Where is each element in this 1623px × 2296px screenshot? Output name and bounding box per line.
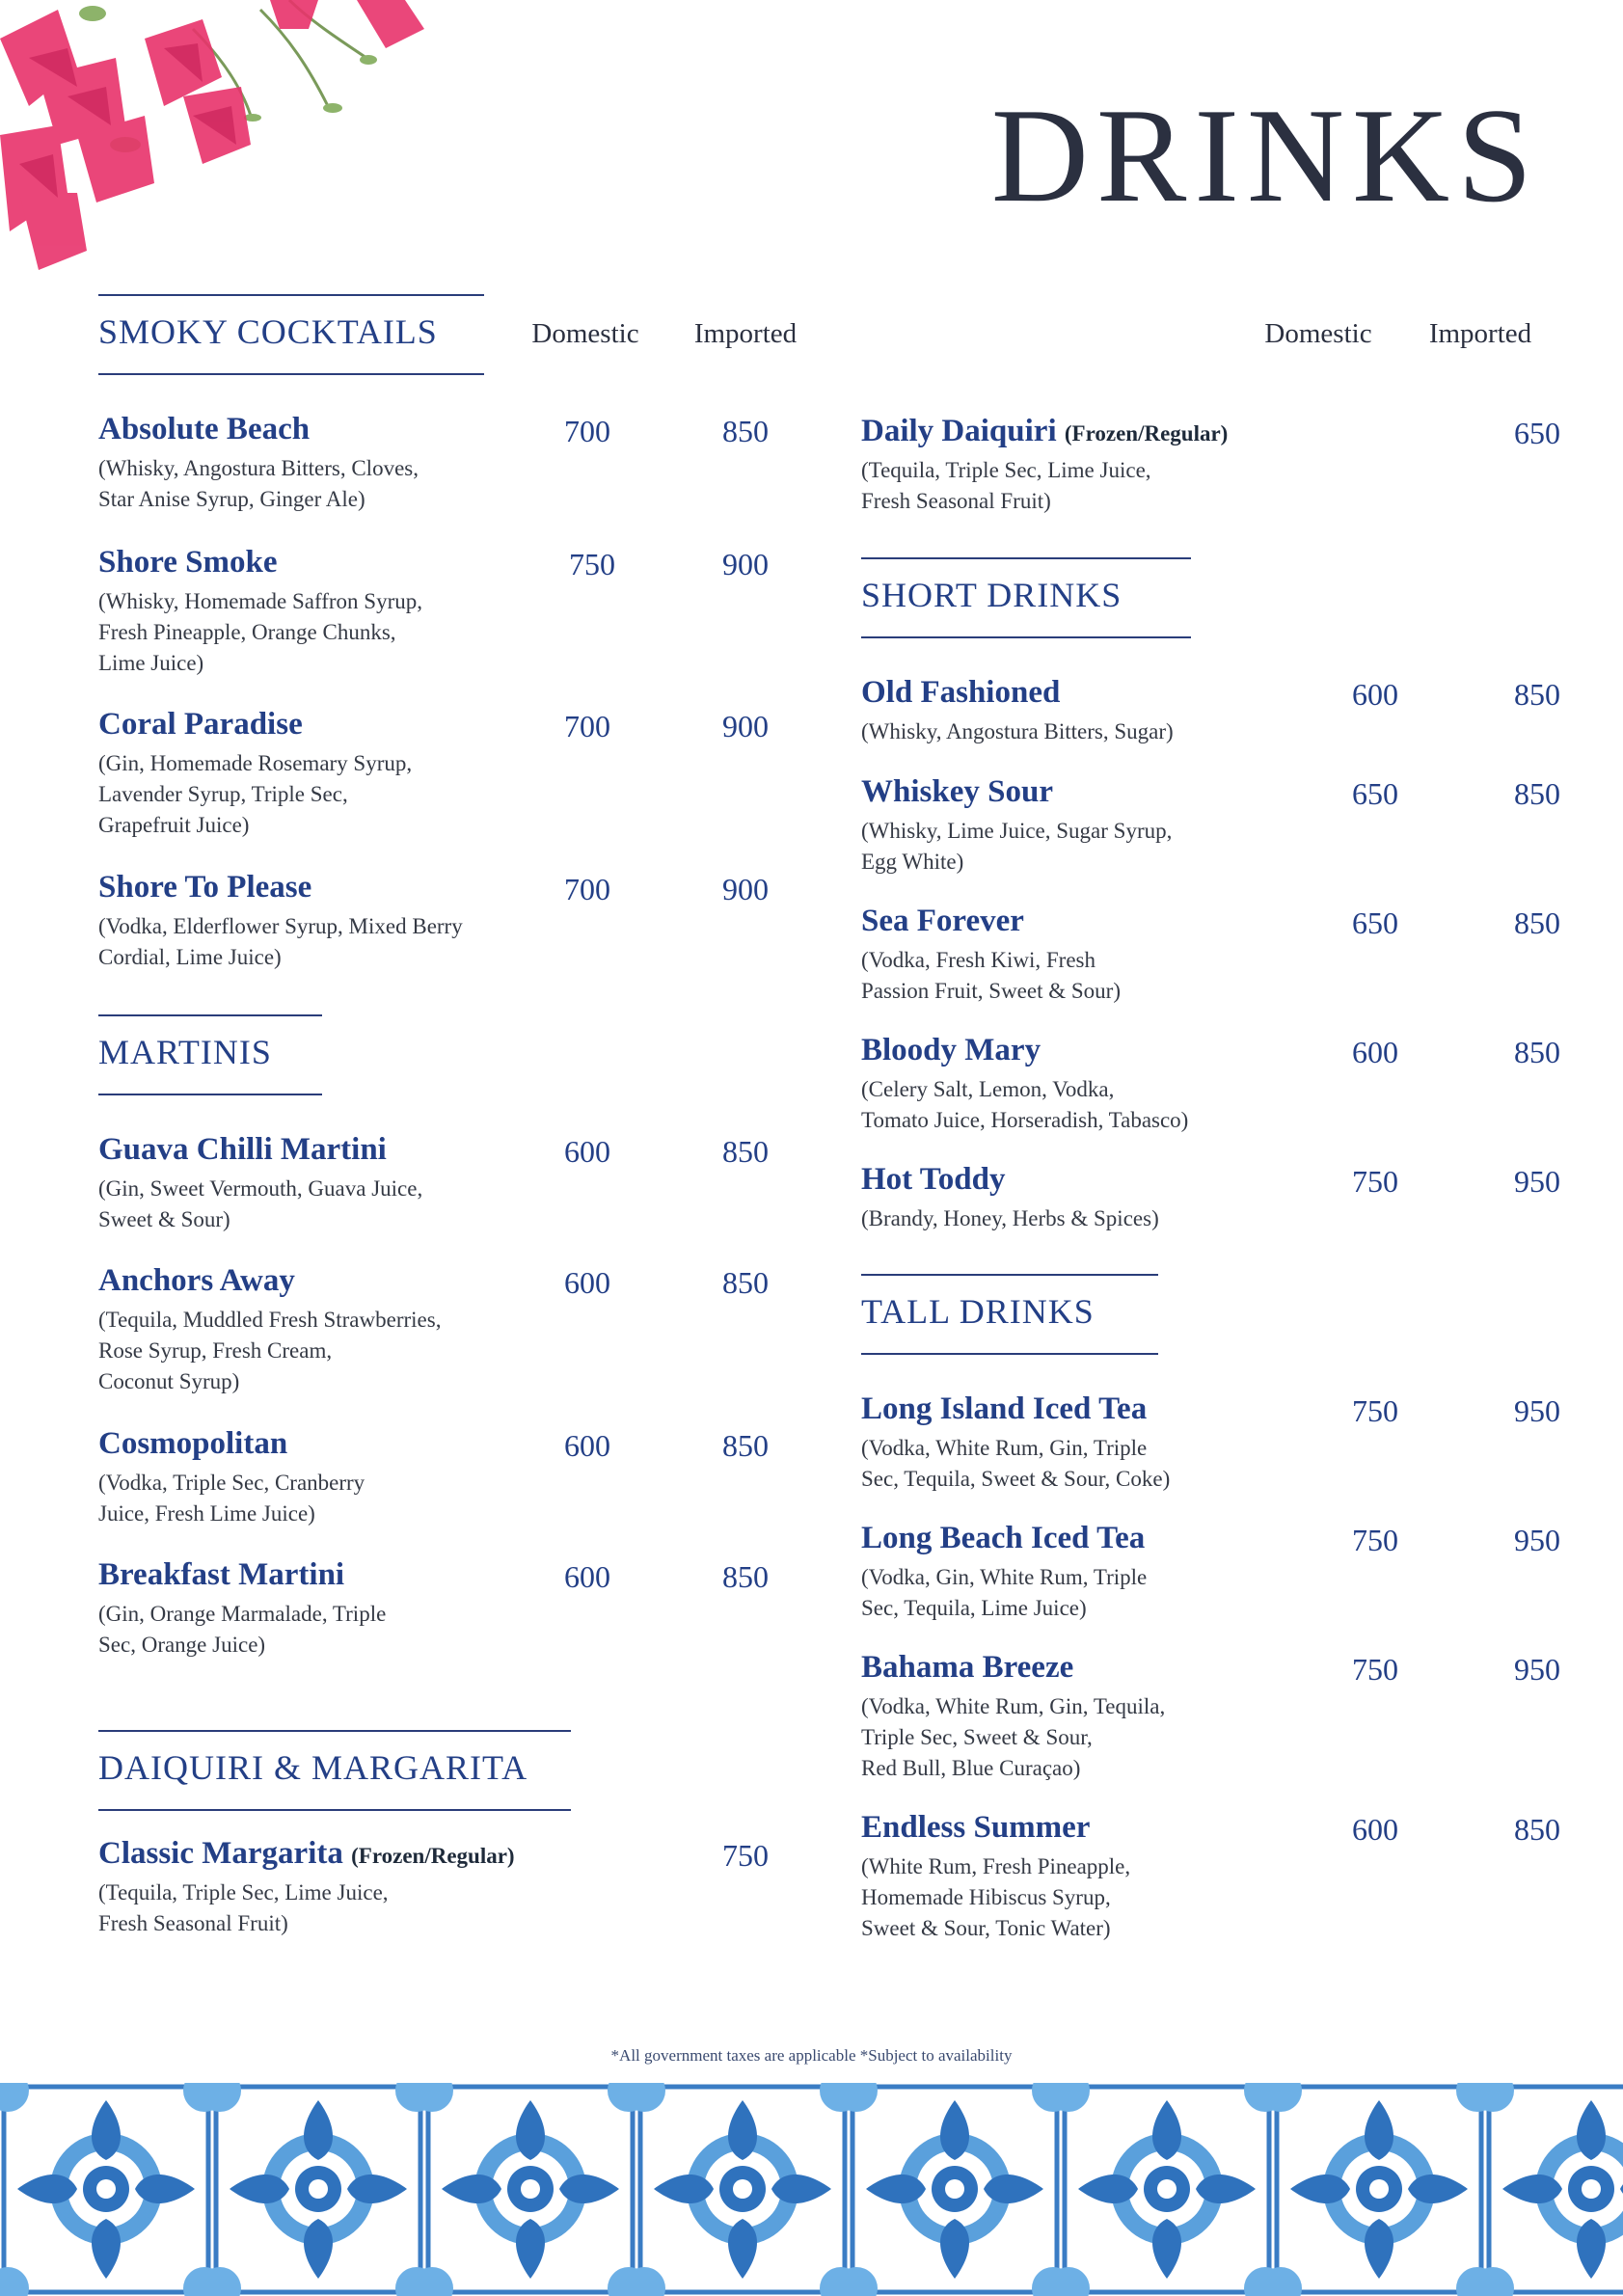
item-description: (Vodka, Gin, White Rum, Triple Sec, Tequila, Lime Juice): [861, 1565, 1148, 1620]
item-description: (Tequila, Muddled Fresh Strawberries, Rose Syrup, Fresh Cream, Coconut Syrup): [98, 1308, 442, 1393]
divider: [98, 373, 484, 375]
imported-column-header: Imported: [693, 318, 798, 349]
imported-column-header: Imported: [1428, 318, 1532, 349]
section-title: DAIQUIRI & MARGARITA: [98, 1748, 528, 1787]
price-imported: 850: [722, 1134, 769, 1169]
price-imported: 850: [1514, 776, 1560, 811]
page-title: DRINKS: [990, 81, 1540, 230]
price-domestic: 650: [1352, 776, 1398, 811]
domestic-column-header: Domestic: [1264, 318, 1372, 349]
item-description: (Vodka, Fresh Kiwi, Fresh Passion Fruit, Sweet & Sour): [861, 948, 1121, 1003]
section-header: [861, 1274, 1158, 1355]
menu-item: [98, 1836, 812, 1939]
price-imported: 650: [1514, 416, 1560, 450]
price-domestic: 600: [564, 1428, 610, 1463]
item-description: (Whisky, Angostura Bitters, Cloves, Star Anise Syrup, Ginger Ale): [98, 456, 419, 511]
price-imported: 850: [722, 1265, 769, 1300]
item-note: (Frozen/Regular): [351, 1844, 515, 1868]
price-imported: 900: [722, 709, 769, 743]
price-imported: 850: [1514, 677, 1560, 712]
section-title: MARTINIS: [98, 1033, 272, 1071]
menu-item: [861, 904, 1575, 1007]
section-header: [98, 1730, 571, 1811]
price-imported: 850: [722, 1559, 769, 1594]
price-imported: 900: [722, 547, 769, 581]
divider: [98, 1730, 571, 1732]
menu-item: [861, 1162, 1575, 1234]
price-domestic: 600: [1352, 1812, 1398, 1847]
divider: [98, 294, 484, 296]
price-domestic: 700: [564, 872, 610, 906]
item-description: (Whisky, Homemade Saffron Syrup, Fresh Pineapple, Orange Chunks, Lime Juice): [98, 589, 422, 675]
divider: [98, 1094, 322, 1095]
tile-pattern-decoration: [0, 2083, 1623, 2296]
item-name: Guava Chilli Martini: [98, 1132, 387, 1167]
item-name: Old Fashioned: [861, 675, 1061, 710]
item-description: (Vodka, White Rum, Gin, Triple Sec, Tequila, Sweet & Sour, Coke): [861, 1436, 1171, 1491]
menu-item: [861, 1650, 1575, 1784]
price-imported: 750: [722, 1838, 769, 1873]
price-domestic: 700: [564, 414, 610, 448]
item-name: Anchors Away: [98, 1263, 295, 1298]
item-note: (Frozen/Regular): [1064, 421, 1229, 446]
menu-item: [98, 1557, 812, 1661]
item-description: (Vodka, Triple Sec, Cranberry Juice, Fresh Lime Juice): [98, 1471, 365, 1526]
item-name: Hot Toddy: [861, 1162, 1006, 1197]
menu-item: [861, 774, 1575, 878]
item-description: (Brandy, Honey, Herbs & Spices): [861, 1206, 1159, 1230]
menu-item: [861, 1810, 1575, 1944]
item-name: Breakfast Martini: [98, 1557, 345, 1592]
item-name: Endless Summer: [861, 1810, 1091, 1845]
menu-item: [98, 545, 812, 679]
section-title: SHORT DRINKS: [861, 576, 1123, 614]
menu-item: [861, 1391, 1575, 1495]
divider: [98, 1014, 322, 1016]
price-imported: 850: [1514, 1812, 1560, 1847]
divider: [861, 1353, 1158, 1355]
divider: [861, 636, 1191, 638]
item-name: Absolute Beach: [98, 412, 311, 446]
price-domestic: 600: [1352, 1035, 1398, 1069]
menu-item: [861, 1521, 1575, 1624]
price-domestic: 600: [1352, 677, 1398, 712]
item-description: (Whisky, Lime Juice, Sugar Syrup, Egg White): [861, 819, 1173, 874]
item-description: (White Rum, Fresh Pineapple, Homemade Hibiscus Syrup, Sweet & Sour, Tonic Water): [861, 1854, 1131, 1940]
menu-item: [861, 675, 1575, 747]
menu-item: [861, 414, 1575, 517]
price-domestic: 750: [1352, 1652, 1398, 1687]
flower-decoration: [0, 0, 444, 289]
divider: [861, 1274, 1158, 1276]
menu-item: [98, 1426, 812, 1529]
price-imported: 850: [1514, 1035, 1560, 1069]
price-domestic: 600: [564, 1265, 610, 1300]
menu-item: [98, 412, 812, 515]
footer-note: *All government taxes are applicable *Subject to availability: [610, 2046, 1013, 2065]
section-header: [861, 557, 1191, 638]
price-imported: 950: [1514, 1523, 1560, 1557]
item-name: Cosmopolitan: [98, 1426, 288, 1461]
menu-item: [861, 1033, 1575, 1136]
item-description: (Gin, Homemade Rosemary Syrup, Lavender Syrup, Triple Sec, Grapefruit Juice): [98, 751, 413, 837]
item-description: (Vodka, White Rum, Gin, Tequila, Triple Sec, Sweet & Sour, Red Bull, Blue Curaçao): [861, 1694, 1166, 1780]
price-domestic: 750: [569, 547, 615, 581]
price-imported: 900: [722, 872, 769, 906]
price-imported: 850: [722, 414, 769, 448]
price-imported: 850: [1514, 905, 1560, 940]
price-imported: 950: [1514, 1164, 1560, 1199]
item-name: Shore To Please: [98, 870, 312, 905]
price-domestic: 600: [564, 1559, 610, 1594]
price-domestic: 650: [1352, 905, 1398, 940]
item-name: Long Beach Iced Tea: [861, 1521, 1146, 1555]
item-name: Classic Margarita: [98, 1836, 343, 1871]
price-imported: 850: [722, 1428, 769, 1463]
price-imported: 950: [1514, 1652, 1560, 1687]
item-name: Sea Forever: [861, 904, 1024, 938]
item-name: Long Island Iced Tea: [861, 1391, 1148, 1426]
divider: [98, 1809, 571, 1811]
item-name: Whiskey Sour: [861, 774, 1053, 809]
price-domestic: 750: [1352, 1164, 1398, 1199]
item-description: (Gin, Sweet Vermouth, Guava Juice, Sweet & Sour): [98, 1176, 423, 1231]
section-header: [98, 294, 484, 375]
item-name: Bloody Mary: [861, 1033, 1041, 1067]
item-name: Coral Paradise: [98, 707, 303, 742]
item-description: (Whisky, Angostura Bitters, Sugar): [861, 719, 1174, 743]
item-description: (Celery Salt, Lemon, Vodka, Tomato Juice, Horseradish, Tabasco): [861, 1077, 1189, 1132]
item-description: (Vodka, Elderflower Syrup, Mixed Berry Cordial, Lime Juice): [98, 914, 463, 969]
item-name: Shore Smoke: [98, 545, 278, 580]
menu-item: [98, 1132, 812, 1235]
section-title: SMOKY COCKTAILS: [98, 312, 438, 351]
price-domestic: 750: [1352, 1393, 1398, 1428]
menu-item: [98, 1263, 812, 1397]
item-description: (Tequila, Triple Sec, Lime Juice, Fresh Seasonal Fruit): [98, 1880, 389, 1935]
item-description: (Tequila, Triple Sec, Lime Juice, Fresh Seasonal Fruit): [861, 458, 1151, 513]
domestic-column-header: Domestic: [531, 318, 639, 349]
item-name-row: [861, 414, 1575, 449]
section-title: TALL DRINKS: [861, 1292, 1095, 1331]
price-domestic: 750: [1352, 1523, 1398, 1557]
price-imported: 950: [1514, 1393, 1560, 1428]
menu-item: [98, 870, 812, 973]
price-domestic: 700: [564, 709, 610, 743]
section-header: [98, 1014, 322, 1095]
item-description: (Gin, Orange Marmalade, Triple Sec, Orange Juice): [98, 1602, 387, 1657]
price-domestic: 600: [564, 1134, 610, 1169]
item-name: Bahama Breeze: [861, 1650, 1074, 1685]
item-name: Daily Daiquiri: [861, 414, 1057, 448]
menu-item: [98, 707, 812, 841]
divider: [861, 557, 1191, 559]
